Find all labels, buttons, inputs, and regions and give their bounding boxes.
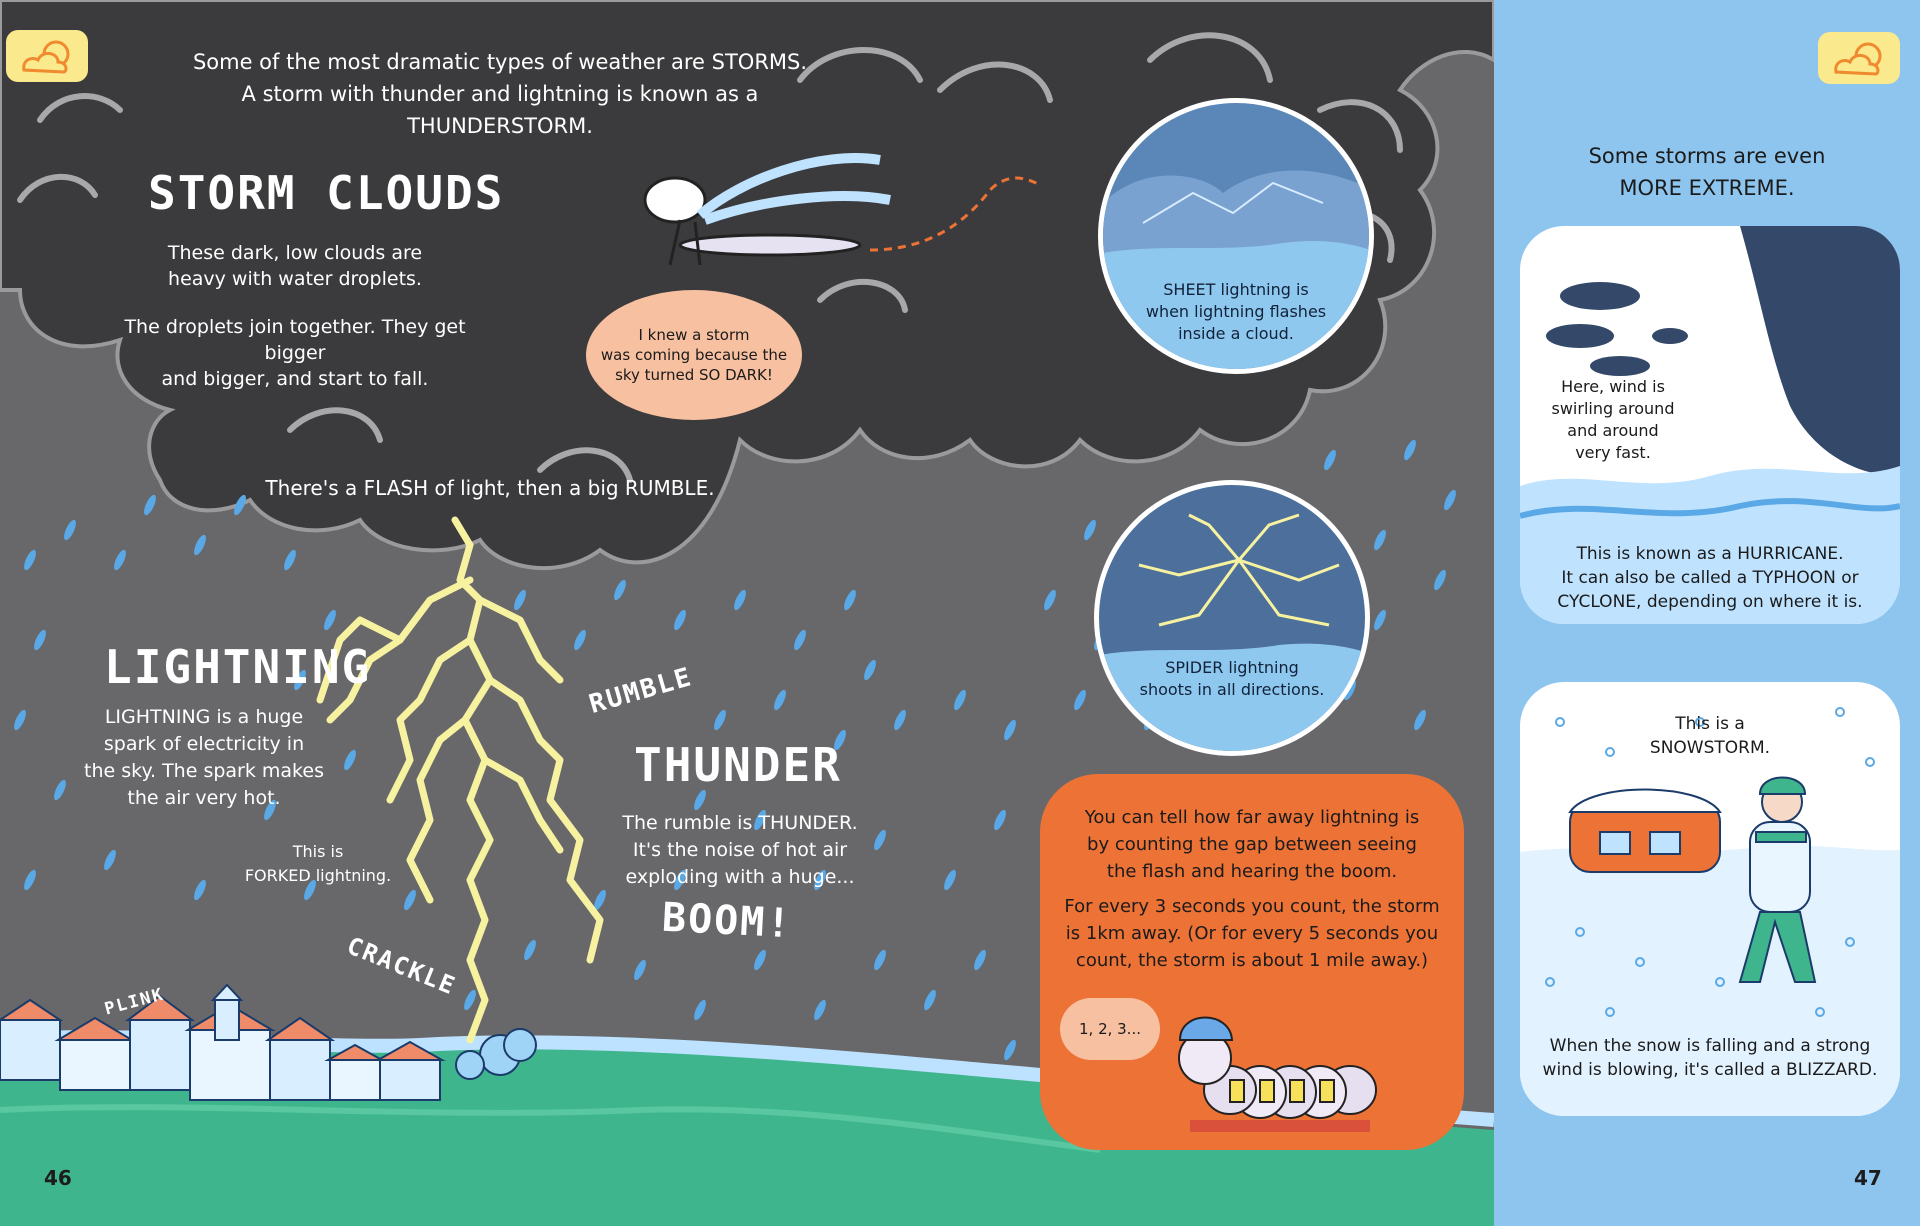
caption-line: shoots in all directions. bbox=[1139, 680, 1325, 699]
caption-line: Here, wind is bbox=[1561, 377, 1665, 396]
storm-clouds-heading: STORM CLOUDS bbox=[148, 166, 505, 220]
text-line: LIGHTNING is a huge bbox=[104, 706, 304, 728]
intro-line: A storm with thunder and lightning is known as a THUNDERSTORM. bbox=[241, 82, 759, 138]
caption-line: wind is blowing, it's called a BLIZZARD. bbox=[1542, 1060, 1878, 1080]
text-line: These dark, low clouds are bbox=[167, 242, 423, 264]
caption-line: and around bbox=[1567, 421, 1659, 440]
caption-line: SNOWSTORM. bbox=[1649, 738, 1771, 758]
snowstorm-top-caption bbox=[1520, 712, 1900, 760]
text-line: spark of electricity in bbox=[103, 733, 305, 755]
text-line: You can tell how far away lightning is bbox=[1084, 807, 1420, 828]
storm-clouds-text bbox=[100, 240, 490, 392]
plink-sfx: PLINK bbox=[102, 984, 167, 1020]
caption-line: It can also be called a TYPHOON or bbox=[1561, 568, 1859, 588]
caption-line: This is bbox=[292, 842, 344, 861]
intro-line: MORE EXTREME. bbox=[1619, 176, 1795, 200]
text-line: is 1km away. (Or for every 5 seconds you bbox=[1065, 923, 1439, 944]
thunder-heading: THUNDER bbox=[634, 738, 842, 792]
page-number: 47 bbox=[1854, 1166, 1882, 1190]
caterpillar-illustration bbox=[1160, 1000, 1400, 1140]
flash-rumble-text: There's a FLASH of light, then a big RUMBLE. bbox=[265, 476, 715, 500]
text-line: by counting the gap between seeing bbox=[1087, 834, 1417, 855]
caption-line: swirling around bbox=[1551, 399, 1675, 418]
dragonfly-speech-bubble bbox=[586, 290, 802, 420]
blizzard-caption bbox=[1520, 1034, 1900, 1082]
cloud-sun-icon bbox=[1818, 32, 1900, 84]
thunder-text bbox=[600, 810, 880, 891]
boom-text: BOOM! bbox=[660, 894, 794, 948]
text-line: It's the noise of hot air bbox=[632, 839, 848, 861]
forked-lightning-caption bbox=[228, 840, 408, 888]
spider-lightning-circle bbox=[1094, 480, 1370, 756]
text-line: the air very hot. bbox=[127, 787, 281, 809]
caption-line: CYCLONE, depending on where it is. bbox=[1557, 592, 1863, 612]
weather-badge bbox=[6, 30, 88, 82]
caption-line: FORKED lightning. bbox=[244, 866, 392, 885]
page-number: 46 bbox=[44, 1166, 72, 1190]
right-intro bbox=[1494, 140, 1920, 204]
text-line: heavy with water droplets. bbox=[168, 268, 422, 290]
caption-line: when lightning flashes bbox=[1145, 302, 1327, 321]
text-line: count, the storm is about 1 mile away.) bbox=[1075, 950, 1429, 971]
intro-line: Some of the most dramatic types of weather are STORMS. bbox=[192, 50, 808, 74]
text-line: exploding with a huge... bbox=[625, 866, 855, 888]
counting-info-box bbox=[1040, 774, 1464, 1150]
speech-line: sky turned SO DARK! bbox=[615, 366, 773, 384]
weather-badge bbox=[1818, 32, 1900, 84]
sheet-lightning-caption bbox=[1103, 279, 1369, 345]
right-page bbox=[1494, 0, 1920, 1226]
spider-lightning-caption bbox=[1099, 657, 1365, 701]
caption-line: SPIDER lightning bbox=[1165, 658, 1299, 677]
text-line: the sky. The spark makes bbox=[84, 760, 324, 782]
rumble-sfx: RUMBLE bbox=[585, 661, 697, 721]
hurricane-panel bbox=[1520, 226, 1900, 624]
counting-text bbox=[1050, 804, 1454, 974]
speech-line: was coming because the bbox=[600, 346, 788, 364]
intro-text bbox=[160, 46, 840, 142]
text-line: and bigger, and start to fall. bbox=[161, 368, 429, 390]
caterpillar-speech-bubble: 1, 2, 3... bbox=[1060, 998, 1160, 1060]
cloud-sun-icon bbox=[6, 30, 88, 82]
speech-line: I knew a storm bbox=[638, 326, 750, 344]
text-line: The droplets join together. They get bigger bbox=[124, 316, 466, 364]
lightning-text bbox=[84, 704, 324, 812]
text-line: the flash and hearing the boom. bbox=[1106, 861, 1398, 882]
wind-caption bbox=[1538, 376, 1688, 464]
caption-line: SHEET lightning is bbox=[1163, 280, 1309, 299]
caption-line: very fast. bbox=[1575, 443, 1651, 462]
hurricane-caption bbox=[1520, 542, 1900, 614]
caption-line: This is a bbox=[1675, 714, 1745, 734]
lightning-heading: LIGHTNING bbox=[104, 640, 372, 694]
dragonfly-illustration bbox=[620, 140, 1060, 280]
text-line: For every 3 seconds you count, the storm bbox=[1064, 896, 1440, 917]
caption-line: This is known as a HURRICANE. bbox=[1576, 544, 1844, 564]
caption-line: inside a cloud. bbox=[1178, 324, 1294, 343]
sheet-lightning-circle bbox=[1098, 98, 1374, 374]
intro-line: Some storms are even bbox=[1588, 144, 1826, 168]
text-line: The rumble is THUNDER. bbox=[622, 812, 858, 834]
spider-lightning-illustration bbox=[1099, 485, 1370, 756]
caption-line: When the snow is falling and a strong bbox=[1549, 1036, 1871, 1056]
snowstorm-panel bbox=[1520, 682, 1900, 1116]
crackle-sfx: CRACKLE bbox=[342, 931, 461, 1001]
